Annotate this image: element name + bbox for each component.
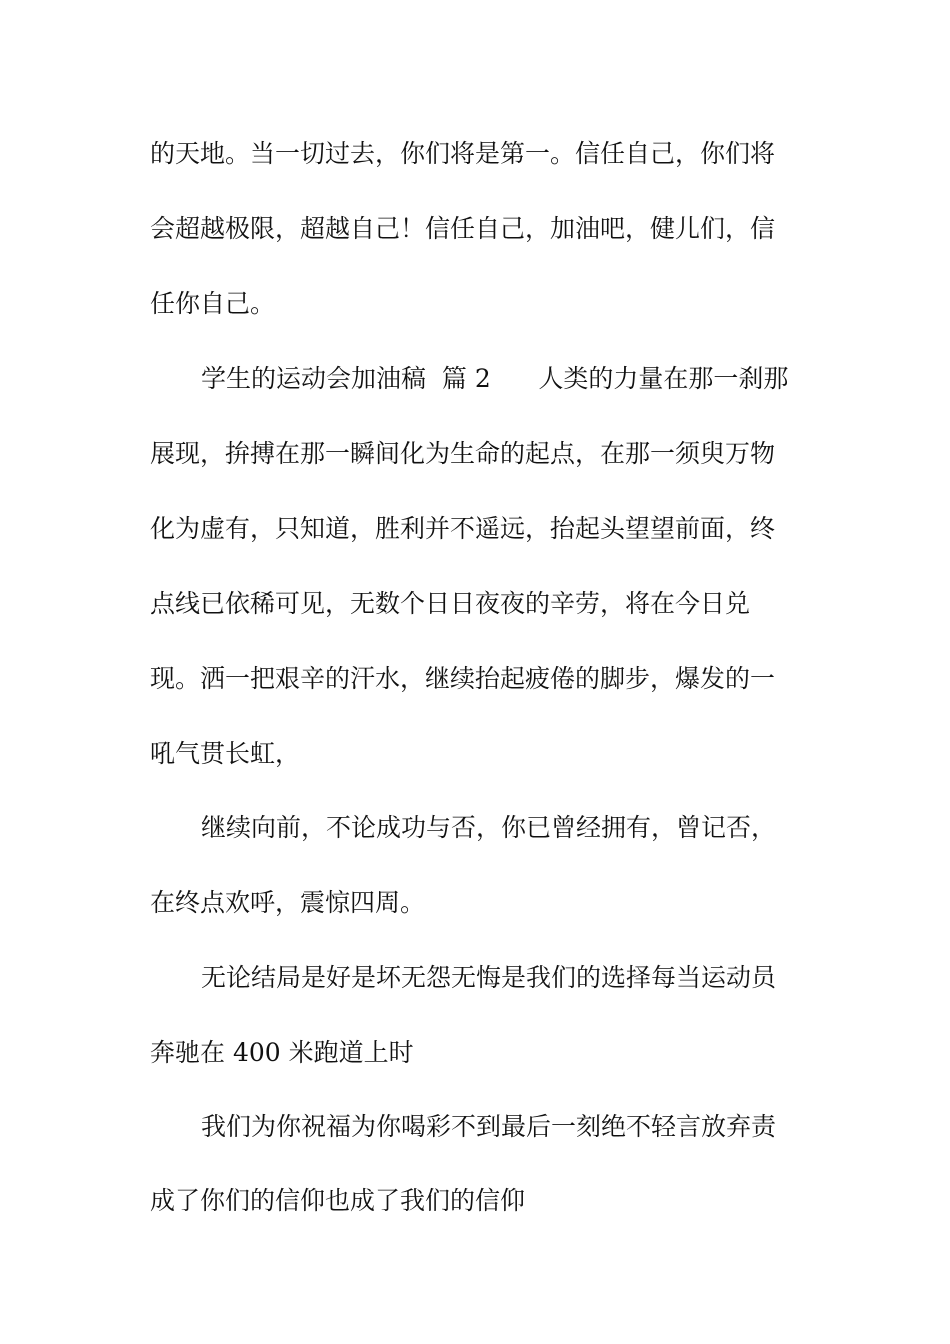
text-line: 无论结局是好是坏无怨无悔是我们的选择每当运动员 <box>201 963 777 992</box>
text-line: 奔驰在 400 米跑道上时 <box>150 1038 414 1067</box>
text-line: 在终点欢呼，震惊四周。 <box>150 888 426 917</box>
section-heading-line: 学生的运动会加油稿 篇 2 人类的力量在那一刹那 <box>201 364 789 393</box>
text-line: 点线已依稀可见，无数个日日夜夜的辛劳，将在今日兑 <box>150 589 751 618</box>
text-line: 展现，拚搏在那一瞬间化为生命的起点，在那一须臾万物 <box>150 439 776 468</box>
text-line: 我们为你祝福为你喝彩不到最后一刻绝不轻言放弃责 <box>201 1112 777 1141</box>
text-line: 任你自己。 <box>150 289 276 318</box>
text-line: 现。洒一把艰辛的汗水，继续抬起疲倦的脚步，爆发的一 <box>150 664 776 693</box>
text-line: 吼气贯长虹， <box>150 739 301 768</box>
text-line: 化为虚有，只知道，胜利并不遥远，抬起头望望前面，终 <box>150 514 776 543</box>
text-line: 会超越极限，超越自己！信任自己，加油吧，健儿们，信 <box>150 214 776 243</box>
text-line: 成了你们的信仰也成了我们的信仰 <box>150 1186 526 1215</box>
text-line: 的天地。当一切过去，你们将是第一。信任自己，你们将 <box>150 139 776 168</box>
text-line: 继续向前，不论成功与否，你已曾经拥有，曾记否， <box>201 813 777 842</box>
